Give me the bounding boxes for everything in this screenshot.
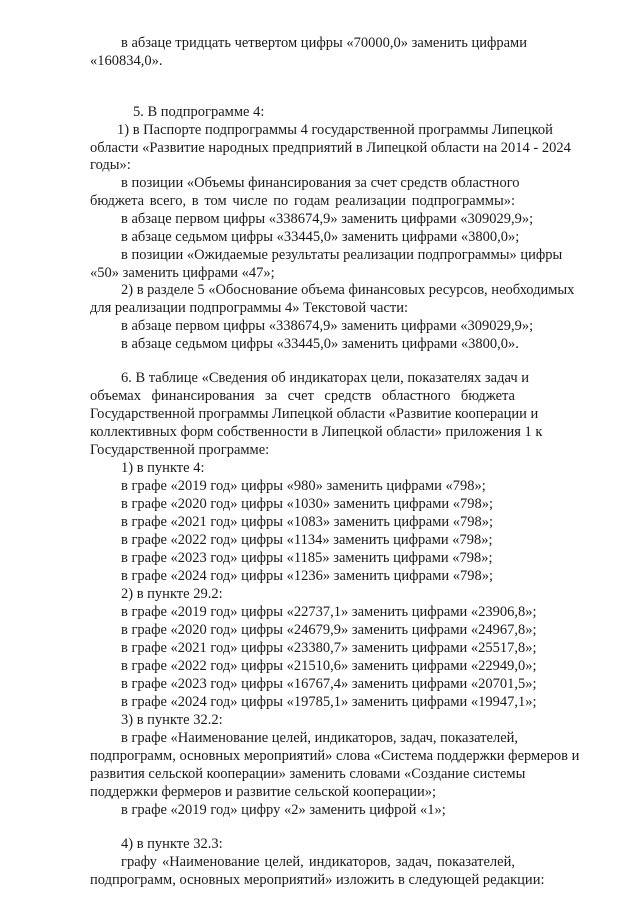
- text-line: в графе «2019 год» цифры «980» заменить цифрами «798»;: [121, 478, 486, 494]
- text-line: в позиции «Ожидаемые результаты реализации подпрограммы» цифры: [121, 247, 563, 263]
- text-line: в абзаце тридцать четвертом цифры «70000,0» заменить цифрами: [121, 35, 527, 51]
- text-line: 6. В таблице «Сведения об индикаторах цели, показателях задач и: [121, 370, 530, 386]
- text-line: 4) в пункте 32.3:: [121, 836, 223, 852]
- text-line: годы»:: [90, 157, 131, 173]
- text-line: в графе «2023 год» цифры «16767,4» заменить цифрами «20701,5»;: [121, 676, 537, 692]
- section-heading: 5. В подпрограмме 4:: [133, 104, 265, 120]
- text-line: «50» заменить цифрами «47»;: [90, 265, 275, 281]
- text-line: в графе «2019 год» цифру «2» заменить цифрой «1»;: [121, 802, 446, 818]
- text-line: 2) в разделе 5 «Обоснование объема финансовых ресурсов, необходимых: [121, 282, 575, 298]
- text-line: поддержки фермеров и развитие сельской кооперации»;: [90, 784, 437, 800]
- text-line: в графе «2022 год» цифры «21510,6» заменить цифрами «22949,0»;: [121, 658, 537, 674]
- text-line: в графе «2019 год» цифры «22737,1» заменить цифрами «23906,8»;: [121, 604, 537, 620]
- text-line: в графе «2023 год» цифры «1185» заменить цифрами «798»;: [121, 550, 493, 566]
- text-line: 3) в пункте 32.2:: [121, 712, 223, 728]
- text-line: в графе «2024 год» цифры «19785,1» заменить цифрами «19947,1»;: [121, 694, 537, 710]
- text-line: в позиции «Объемы финансирования за счет средств областного: [121, 175, 520, 191]
- text-line: в графе «2021 год» цифры «23380,7» заменить цифрами «25517,8»;: [121, 640, 537, 656]
- text-line: 1) в пункте 4:: [121, 460, 205, 476]
- text-line: подпрограмм, основных мероприятий» слова «Система поддержки фермеров и: [90, 748, 580, 764]
- text-line: графу «Наименование целей, индикаторов, задач, показателей,: [121, 854, 515, 870]
- text-line: в графе «2022 год» цифры «1134» заменить цифрами «798»;: [121, 532, 493, 548]
- text-line: Государственной программы Липецкой области «Развитие кооперации и: [90, 406, 539, 422]
- text-line: в абзаце седьмом цифры «33445,0» заменить цифрами «3800,0».: [121, 336, 519, 352]
- text-line: области «Развитие народных предприятий в Липецкой области на 2014 - 2024: [90, 140, 571, 156]
- text-line: 2) в пункте 29.2:: [121, 586, 223, 602]
- text-line: объемах финансирования за счет средств областного бюджета: [90, 388, 515, 404]
- text-line: «160834,0».: [90, 53, 163, 69]
- text-line: Государственной программе:: [90, 442, 270, 458]
- text-line: в графе «2020 год» цифры «1030» заменить цифрами «798»;: [121, 496, 494, 512]
- text-line: для реализации подпрограммы 4» Текстовой части:: [90, 300, 409, 316]
- text-line: подпрограмм, основных мероприятий» изложить в следующей редакции:: [90, 872, 545, 888]
- text-line: развития сельской кооперации» заменить словами «Создание системы: [90, 766, 526, 782]
- text-line: коллективных форм собственности в Липецкой области» приложения 1 к: [90, 424, 543, 440]
- text-line: в абзаце первом цифры «338674,9» заменить цифрами «309029,9»;: [121, 318, 534, 334]
- text-line: в графе «2021 год» цифры «1083» заменить цифрами «798»;: [121, 514, 494, 530]
- text-line: в абзаце первом цифры «338674,9» заменить цифрами «309029,9»;: [121, 211, 534, 227]
- text-line: в абзаце седьмом цифры «33445,0» заменить цифрами «3800,0»;: [121, 229, 520, 245]
- text-line: в графе «Наименование целей, индикаторов, задач, показателей,: [121, 730, 519, 746]
- text-line: 1) в Паспорте подпрограммы 4 государственной программы Липецкой: [117, 122, 553, 138]
- text-line: бюджета всего, в том числе по годам реализации подпрограммы»:: [90, 193, 515, 209]
- text-line: в графе «2024 год» цифры «1236» заменить цифрами «798»;: [121, 568, 494, 584]
- text-line: в графе «2020 год» цифры «24679,9» заменить цифрами «24967,8»;: [121, 622, 537, 638]
